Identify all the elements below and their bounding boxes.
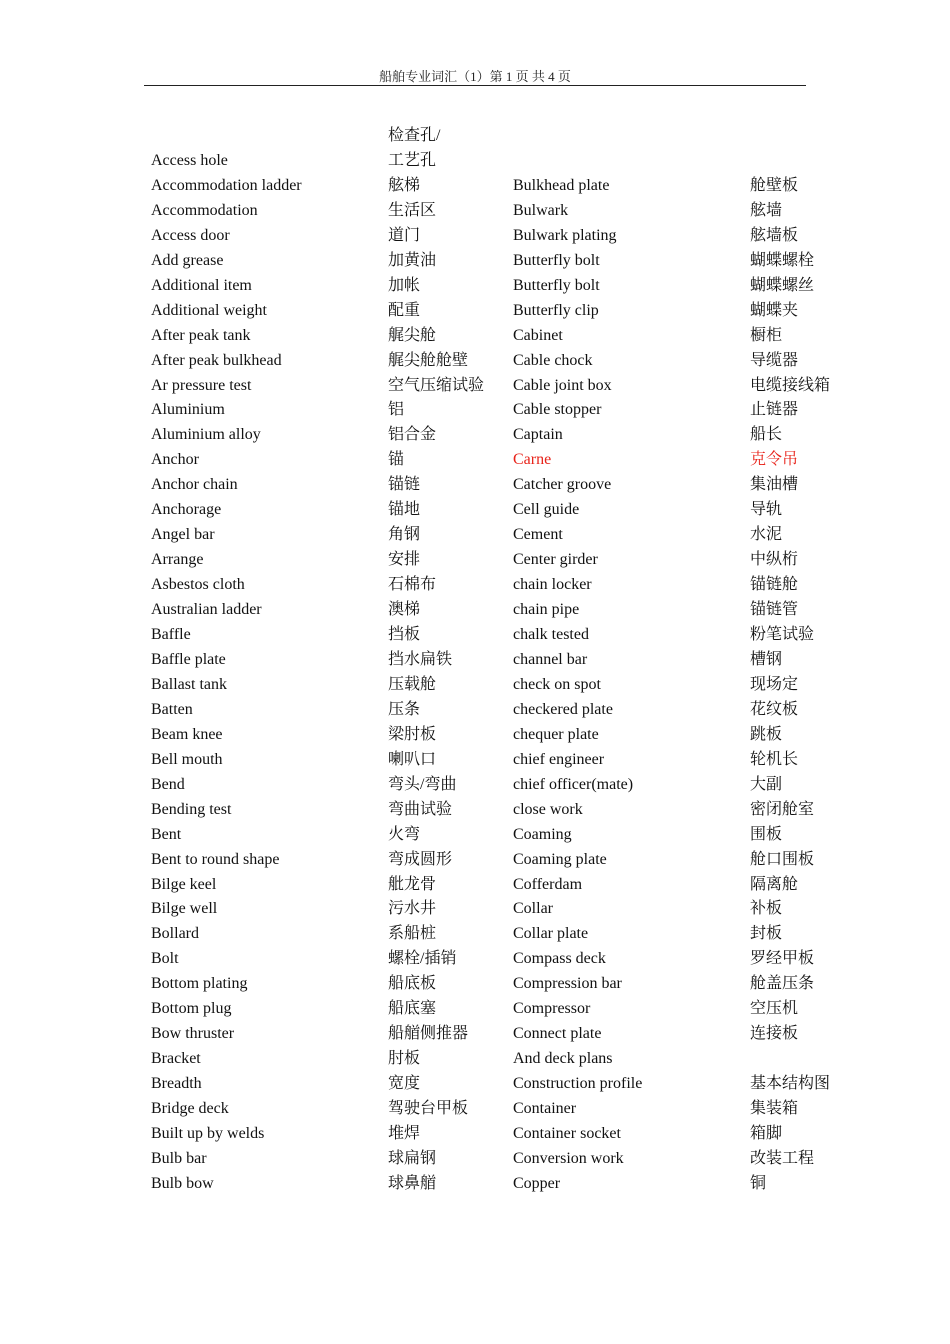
english-term: Copper: [513, 1174, 561, 1192]
english-term: Compass deck: [513, 950, 606, 968]
english-term: Access hole: [151, 151, 228, 169]
english-term: chalk tested: [513, 626, 589, 643]
glossary-row: [0, 1121, 950, 1146]
glossary-row: [0, 647, 950, 672]
glossary-row: [0, 547, 950, 572]
english-term: Add grease: [151, 251, 224, 269]
english-term: Built up by welds: [151, 1125, 265, 1142]
chinese-term: 肘板: [388, 1050, 421, 1068]
english-term: Australian ladder: [151, 601, 262, 619]
english-term: Captain: [513, 426, 563, 444]
english-term: Connect plate: [513, 1025, 602, 1043]
english-term: Bridge deck: [151, 1100, 229, 1118]
chinese-term: 围板: [750, 825, 783, 843]
chinese-term: 压条: [388, 700, 421, 718]
glossary-row: [0, 1096, 950, 1121]
chinese-term: 舭龙骨: [388, 875, 437, 893]
english-term: Bilge well: [151, 900, 218, 918]
chinese-term: 舷墙板: [750, 226, 799, 244]
glossary-row: [0, 797, 950, 822]
glossary-row: [0, 822, 950, 847]
chinese-term: 粉笔试验: [750, 626, 815, 643]
chinese-term: 火弯: [388, 825, 421, 843]
english-term: Bent: [151, 825, 182, 843]
english-term: Conversion work: [513, 1149, 624, 1167]
english-term: Bending test: [151, 800, 232, 818]
english-term: Cell guide: [513, 501, 580, 519]
chinese-term: 工艺孔: [388, 151, 437, 169]
english-term: Baffle: [151, 626, 191, 643]
english-term: And deck plans: [513, 1050, 613, 1068]
glossary-row: [0, 148, 950, 173]
glossary-row: [0, 996, 950, 1021]
chinese-term: 艉尖舱舱壁: [388, 351, 469, 369]
chinese-term: 克令吊: [750, 451, 799, 469]
english-term: Bracket: [151, 1050, 201, 1068]
glossary-row: [0, 1046, 950, 1071]
chinese-term: 锚链舱: [750, 576, 799, 594]
glossary-row: [0, 722, 950, 747]
chinese-term: 隔离舱: [750, 875, 799, 893]
english-term: Bent to round shape: [151, 850, 280, 868]
english-term: Bottom plug: [151, 1000, 232, 1018]
chinese-term: 艉尖舱: [388, 326, 437, 344]
glossary-row: [0, 522, 950, 547]
glossary-row: [0, 971, 950, 996]
english-term: Coaming plate: [513, 850, 607, 868]
english-term: Bulwark: [513, 201, 569, 219]
english-term: Aluminium alloy: [151, 426, 261, 444]
chinese-term: 铜: [750, 1174, 767, 1192]
chinese-term: 澳梯: [388, 601, 421, 619]
glossary-row: [0, 397, 950, 422]
english-term: chief officer(mate): [513, 775, 634, 793]
english-term: Ballast tank: [151, 675, 227, 693]
chinese-term: 蝴蝶夹: [750, 301, 799, 319]
english-term: Construction profile: [513, 1075, 643, 1093]
english-term: Compression bar: [513, 975, 622, 993]
chinese-term: 系船桩: [388, 925, 437, 943]
english-term: Coaming: [513, 825, 572, 843]
english-term: Ar pressure test: [151, 376, 252, 394]
chinese-term: 舷墙: [750, 201, 783, 219]
glossary-row: [0, 622, 950, 647]
glossary-row: [0, 472, 950, 497]
english-term: Collar plate: [513, 925, 589, 943]
chinese-term: 弯成圆形: [388, 850, 453, 868]
chinese-term: 大副: [750, 775, 783, 793]
english-term: Access door: [151, 226, 230, 244]
chinese-term: 锚: [388, 451, 405, 469]
chinese-term: 花纹板: [750, 700, 799, 718]
english-term: Catcher groove: [513, 476, 612, 494]
english-term: Angel bar: [151, 526, 215, 544]
english-term: Bilge keel: [151, 875, 217, 893]
english-term: Bulb bar: [151, 1149, 207, 1167]
english-term: Compressor: [513, 1000, 591, 1018]
english-term: Accommodation ladder: [151, 176, 302, 194]
glossary-row: [0, 747, 950, 772]
chinese-term: 船艏侧推器: [388, 1025, 469, 1043]
chinese-term: 加黄油: [388, 251, 437, 269]
chinese-term: 舱口围板: [750, 850, 815, 868]
english-term: Aluminium: [151, 401, 225, 419]
chinese-term: 补板: [750, 900, 783, 918]
chinese-term: 挡水扁铁: [388, 650, 453, 668]
chinese-term: 橱柜: [750, 326, 783, 344]
glossary-row: [0, 198, 950, 223]
chinese-term: 铝合金: [388, 426, 437, 444]
english-term: Carne: [513, 451, 552, 469]
chinese-term: 挡板: [388, 626, 421, 643]
english-term: Batten: [151, 700, 193, 718]
glossary-row: [0, 248, 950, 273]
english-term: Bollard: [151, 925, 199, 943]
chinese-term: 锚链管: [750, 601, 799, 619]
glossary-row: [0, 672, 950, 697]
english-term: close work: [513, 800, 583, 818]
chinese-term: 螺栓/插销: [388, 950, 457, 968]
glossary-row: [0, 896, 950, 921]
english-term: Anchorage: [151, 501, 222, 519]
english-term: Bottom plating: [151, 975, 248, 993]
english-term: chief engineer: [513, 750, 605, 768]
chinese-term: 轮机长: [750, 750, 799, 768]
chinese-term: 船底塞: [388, 1000, 437, 1018]
glossary-row: [0, 772, 950, 797]
glossary-row: [0, 1071, 950, 1096]
glossary-row: [0, 847, 950, 872]
chinese-term: 污水井: [388, 900, 437, 918]
glossary-row: [0, 872, 950, 897]
chinese-term: 梁肘板: [388, 725, 437, 743]
english-term: Bulwark plating: [513, 226, 617, 244]
chinese-term: 生活区: [388, 201, 437, 219]
glossary-row: [0, 572, 950, 597]
chinese-term: 船底板: [388, 975, 437, 993]
chinese-term: 封板: [750, 925, 783, 943]
chinese-term: 喇叭口: [388, 750, 437, 768]
header-divider: [144, 85, 806, 86]
english-term: channel bar: [513, 650, 588, 668]
chinese-term: 现场定: [750, 675, 799, 693]
chinese-term: 密闭舱室: [750, 800, 815, 818]
glossary-row: [0, 447, 950, 472]
english-term: Additional weight: [151, 301, 267, 319]
chinese-term: 舷梯: [388, 176, 421, 194]
glossary-row: [0, 697, 950, 722]
chinese-term: 球鼻艏: [388, 1174, 437, 1192]
english-term: Cofferdam: [513, 875, 583, 893]
chinese-term: 道门: [388, 226, 421, 244]
english-term: Baffle plate: [151, 650, 226, 668]
english-term: Arrange: [151, 551, 204, 569]
chinese-term: 电缆接线箱: [750, 376, 831, 394]
glossary-row: [0, 597, 950, 622]
chinese-term: 船长: [750, 426, 783, 444]
chinese-term: 箱脚: [750, 1125, 783, 1142]
chinese-term: 止链器: [750, 401, 799, 419]
english-term: Collar: [513, 900, 553, 918]
glossary-row: [0, 422, 950, 447]
chinese-term: 舱盖压条: [750, 975, 815, 993]
english-term: Container socket: [513, 1125, 621, 1142]
chinese-term: 罗经甲板: [750, 950, 815, 968]
chinese-term: 改装工程: [750, 1149, 815, 1167]
english-term: Bolt: [151, 950, 179, 968]
chinese-term: 水泥: [750, 526, 783, 544]
english-term: Cable joint box: [513, 376, 612, 394]
chinese-term: 加帐: [388, 276, 421, 294]
english-term: Cement: [513, 526, 563, 544]
chinese-term: 铝: [388, 401, 405, 419]
chinese-term: 压载舱: [388, 675, 437, 693]
english-term: Bell mouth: [151, 750, 223, 768]
chinese-term: 蝴蝶螺栓: [750, 251, 815, 269]
glossary-row: [0, 173, 950, 198]
english-term: Bulkhead plate: [513, 176, 610, 194]
chinese-term: 中纵桁: [750, 551, 799, 569]
chinese-term: 配重: [388, 301, 421, 319]
english-term: Butterfly bolt: [513, 276, 600, 294]
english-term: After peak tank: [151, 326, 251, 344]
glossary-row: [0, 323, 950, 348]
chinese-term: 宽度: [388, 1075, 421, 1093]
glossary-row: [0, 1146, 950, 1171]
glossary-row: [0, 223, 950, 248]
chinese-term: 弯头/弯曲: [388, 775, 457, 793]
chinese-term: 集油槽: [750, 476, 799, 494]
english-term: Bend: [151, 775, 185, 793]
glossary-row: [0, 1021, 950, 1046]
english-term: Cable stopper: [513, 401, 602, 419]
chinese-term: 驾驶台甲板: [388, 1100, 469, 1118]
chinese-term: 锚地: [388, 501, 421, 519]
english-term: Anchor: [151, 451, 199, 469]
glossary-row: [0, 1171, 950, 1196]
chinese-term: 槽钢: [750, 650, 783, 668]
page-header: 船舶专业词汇（1）第 1 页 共 4 页: [379, 69, 571, 84]
english-term: Center girder: [513, 551, 598, 569]
chinese-term: 集装箱: [750, 1100, 799, 1118]
glossary-row: [0, 921, 950, 946]
glossary-row: [0, 946, 950, 971]
chinese-term: 锚链: [388, 476, 421, 494]
english-term: Additional item: [151, 276, 252, 294]
chinese-term: 连接板: [750, 1025, 799, 1043]
chinese-term: 弯曲试验: [388, 800, 453, 818]
chinese-term: 安排: [388, 551, 421, 569]
glossary-row: [0, 497, 950, 522]
english-term: Breadth: [151, 1075, 202, 1093]
english-term: Cable chock: [513, 351, 593, 369]
chinese-term: 跳板: [750, 725, 783, 743]
chinese-term: 蝴蝶螺丝: [750, 276, 815, 294]
glossary-row: [0, 123, 950, 148]
english-term: chain locker: [513, 576, 592, 594]
english-term: After peak bulkhead: [151, 351, 282, 369]
english-term: Bulb bow: [151, 1174, 214, 1192]
english-term: chain pipe: [513, 601, 580, 619]
english-term: Anchor chain: [151, 476, 238, 494]
english-term: Asbestos cloth: [151, 576, 245, 594]
english-term: checkered plate: [513, 700, 613, 718]
english-term: check on spot: [513, 675, 601, 693]
english-term: chequer plate: [513, 725, 599, 743]
glossary-row: [0, 373, 950, 398]
chinese-term: 检查孔/: [388, 127, 441, 144]
chinese-term: 导缆器: [750, 351, 799, 369]
glossary-row: [0, 348, 950, 373]
chinese-term: 石棉布: [388, 576, 437, 594]
chinese-term: 空压机: [750, 1000, 799, 1018]
chinese-term: 基本结构图: [750, 1075, 831, 1093]
chinese-term: 导轨: [750, 501, 783, 519]
english-term: Bow thruster: [151, 1025, 235, 1043]
glossary-row: [0, 298, 950, 323]
english-term: Butterfly bolt: [513, 251, 600, 269]
chinese-term: 球扁钢: [388, 1149, 437, 1167]
glossary-row: [0, 273, 950, 298]
english-term: Butterfly clip: [513, 301, 599, 319]
chinese-term: 空气压缩试验: [388, 376, 485, 394]
english-term: Beam knee: [151, 725, 223, 743]
chinese-term: 舱壁板: [750, 176, 799, 194]
english-term: Container: [513, 1100, 577, 1118]
chinese-term: 堆焊: [388, 1125, 421, 1142]
english-term: Cabinet: [513, 326, 563, 344]
english-term: Accommodation: [151, 201, 258, 219]
chinese-term: 角钢: [388, 526, 421, 544]
